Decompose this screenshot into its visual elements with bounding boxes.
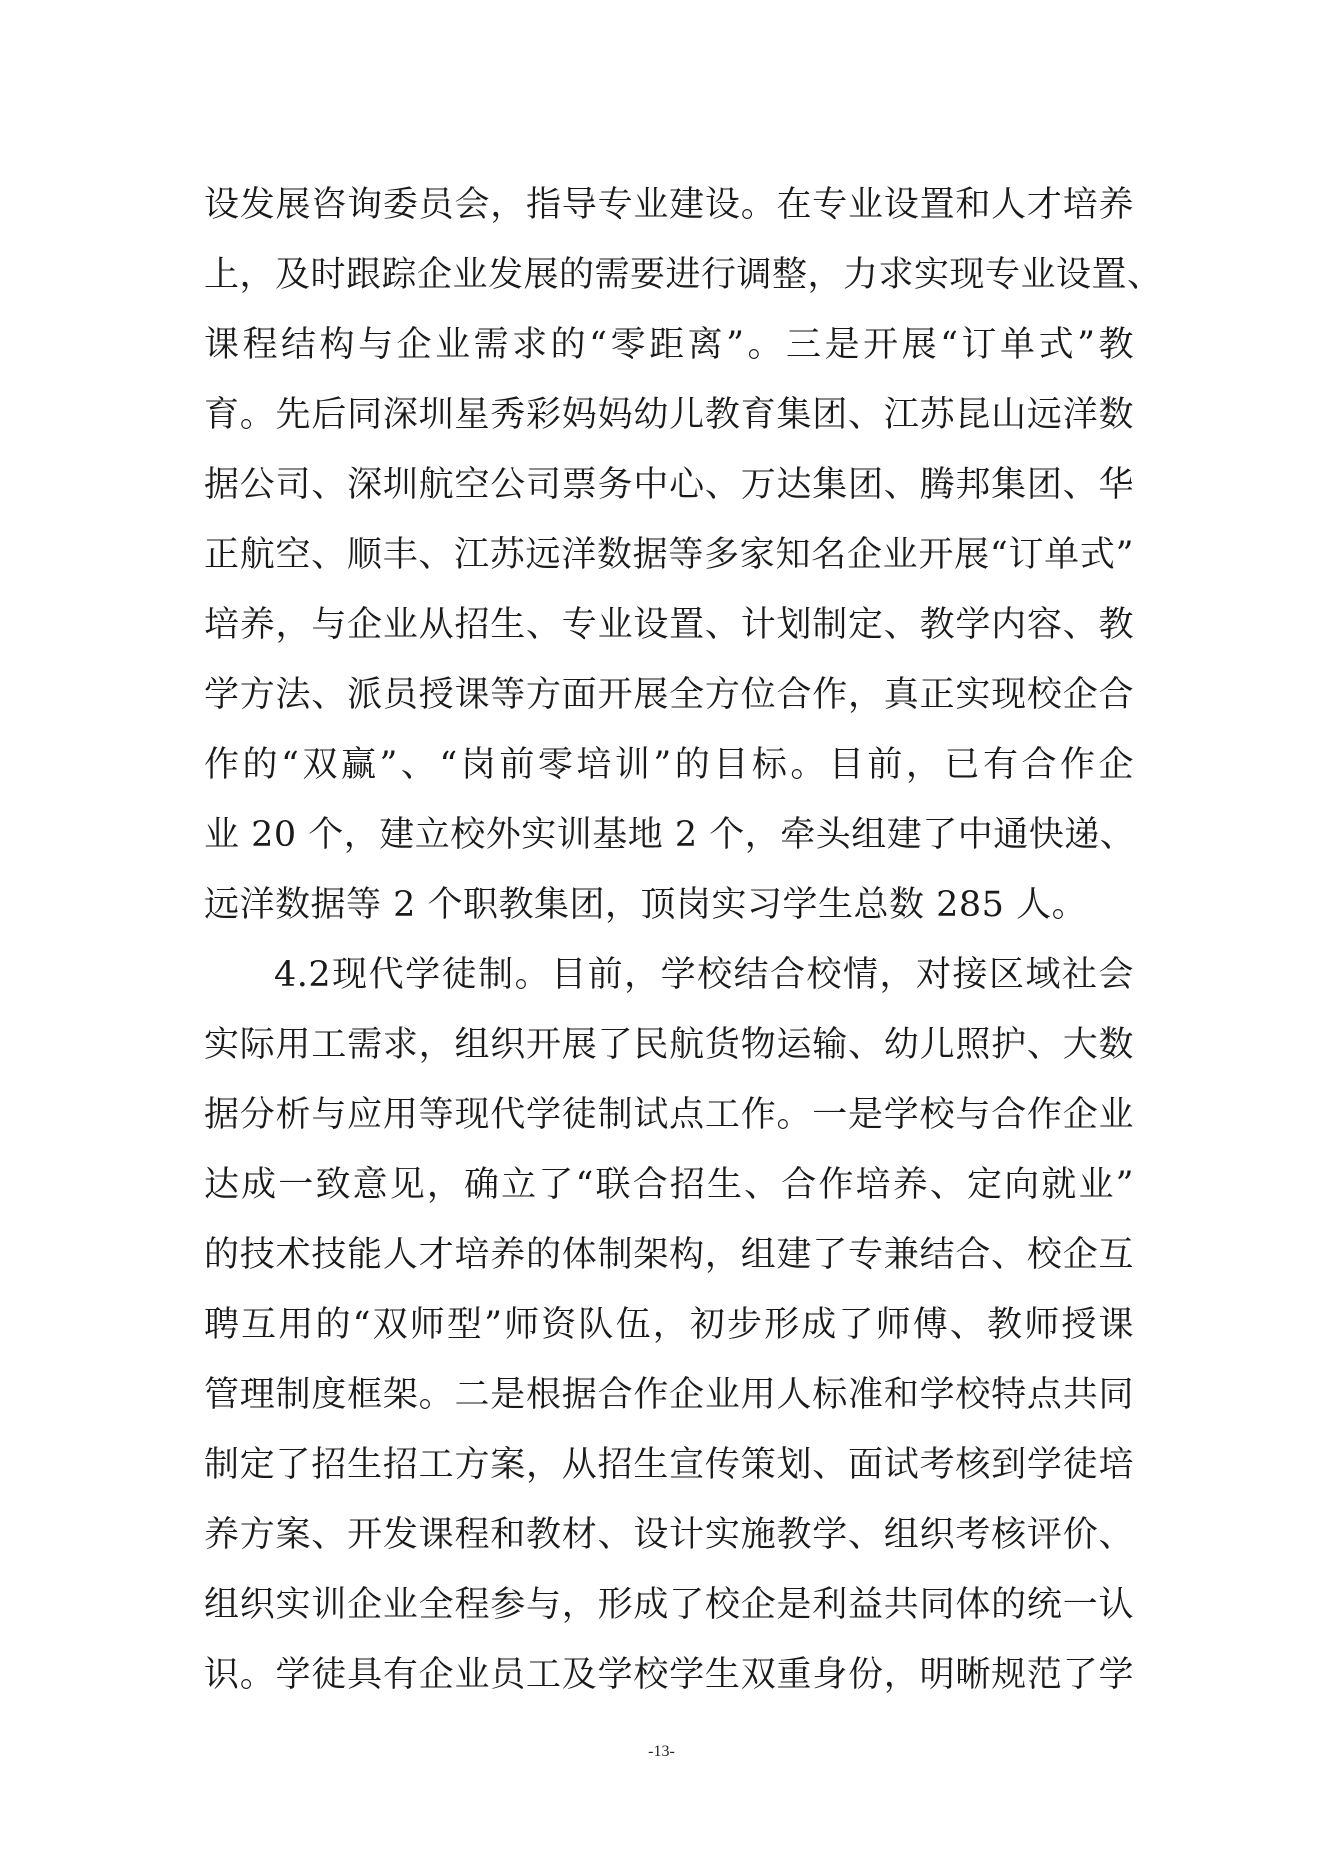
body-text	[204, 170, 1163, 1710]
text-line: 学方法、派员授课等方面开展全方位合作，真正实现校企合	[204, 675, 1134, 715]
text-line: 据公司、深圳航空公司票务中心、万达集团、腾邦集团、华	[204, 465, 1134, 505]
page-number: -13-	[648, 1743, 675, 1760]
text-line: 管理制度框架。二是根据合作企业用人标准和学校特点共同	[204, 1375, 1134, 1415]
text-line: 据分析与应用等现代学徒制试点工作。一是学校与合作企业	[204, 1095, 1134, 1135]
text-line-section-start: 4.2现代学徒制。目前，学校结合校情，对接区域社会	[274, 955, 1134, 995]
text-line: 课程结构与企业需求的“零距离”。三是开展“订单式”教	[204, 325, 1134, 365]
text-line: 养方案、开发课程和教材、设计实施教学、组织考核评价、	[204, 1515, 1134, 1555]
text-line: 业 20 个，建立校外实训基地 2 个，牵头组建了中通快递、	[204, 815, 1136, 855]
text-line: 的技术技能人才培养的体制架构，组建了专兼结合、校企互	[204, 1235, 1134, 1275]
text-line: 组织实训企业全程参与，形成了校企是利益共同体的统一认	[204, 1585, 1134, 1625]
text-line: 培养，与企业从招生、专业设置、计划制定、教学内容、教	[204, 605, 1134, 645]
text-line: 设发展咨询委员会，指导专业建设。在专业设置和人才培养	[204, 185, 1134, 225]
text-line: 实际用工需求，组织开展了民航货物运输、幼儿照护、大数	[204, 1025, 1134, 1065]
text-line: 作的“双赢”、“岗前零培训”的目标。目前，已有合作企	[204, 745, 1134, 785]
text-line: 制定了招生招工方案，从招生宣传策划、面试考核到学徒培	[204, 1445, 1134, 1485]
text-line: 正航空、顺丰、江苏远洋数据等多家知名企业开展“订单式”	[204, 535, 1134, 575]
text-line: 聘互用的“双师型”师资队伍，初步形成了师傅、教师授课	[204, 1305, 1134, 1345]
text-line-paragraph-end: 远洋数据等 2 个职教集团，顶岗实习学生总数 285 人。	[204, 885, 1088, 925]
text-line: 上，及时跟踪企业发展的需要进行调整，力求实现专业设置、	[204, 255, 1163, 295]
text-line: 识。学徒具有企业员工及学校学生双重身份，明晰规范了学	[204, 1655, 1134, 1695]
text-line: 育。先后同深圳星秀彩妈妈幼儿教育集团、江苏昆山远洋数	[204, 395, 1134, 435]
text-line: 达成一致意见，确立了“联合招生、合作培养、定向就业”	[204, 1165, 1134, 1205]
